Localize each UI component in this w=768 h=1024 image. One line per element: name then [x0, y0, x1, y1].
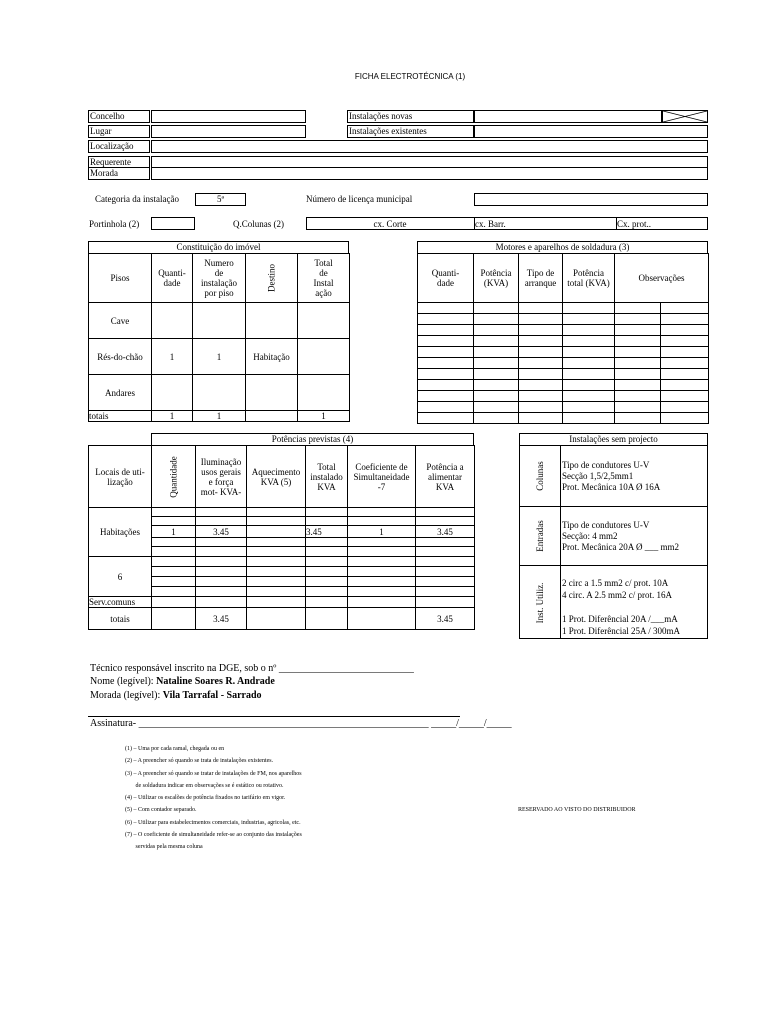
motores-tipo-header: Tipo de arranque: [519, 254, 563, 303]
instalacoes-existentes-input[interactable]: [474, 125, 708, 138]
potencias-title: Potências previstas (4): [271, 434, 354, 444]
inst-utiliz-label: Inst. Utiliz.: [535, 582, 545, 624]
habitacoes-row: 1 3.45 3.45 1 3.45: [89, 526, 475, 538]
categoria-value: 5ª: [217, 194, 224, 204]
potencia-alimentar-header: Potência a alimentar KVA: [416, 446, 475, 508]
motores-observacoes-header: Observações: [615, 254, 709, 303]
morada-label: Morada: [90, 168, 118, 178]
nome-value[interactable]: Nataline Soares R. Andrade: [156, 676, 275, 687]
nome-line: [90, 677, 275, 687]
pisos-header: Pisos: [89, 254, 152, 303]
nome-label: Nome (legível):: [90, 676, 157, 687]
table-row: Andares: [89, 375, 350, 411]
categoria-label: Categoria da instalação: [95, 194, 179, 204]
instalacoes-novas-checkbox[interactable]: [662, 110, 708, 123]
motores-title: Motores e aparelhos de soldadura (3): [495, 242, 630, 252]
morada-tecnico-label: Morada (legível):: [90, 690, 163, 701]
inst-utiliz-line-5: 1 Prot. Diferêncial 25A / 300mA: [562, 626, 680, 636]
requerente-label: Requerente: [90, 157, 131, 167]
footnote-3b: de soldadura indicar em observações se é estático ou rotativo.: [125, 783, 284, 789]
entradas-line-3: Prot. Mecânica 20A Ø ___ mm2: [562, 542, 679, 552]
instalacoes-novas-field[interactable]: [347, 110, 474, 123]
licenca-label: Número de licença municipal: [306, 194, 413, 204]
iluminacao-header: Iluminação usos gerais e força mot- KVA-: [196, 446, 247, 508]
quantidade-vertical-header: Quantidade: [152, 446, 196, 508]
morada-tecnico-line: [90, 691, 262, 701]
constituicao-grid: [88, 253, 350, 422]
cx-barr-label: cx. Barr.: [475, 219, 506, 229]
coeficiente-header: Coeficiente de Simultaneidade -7: [348, 446, 416, 508]
constituicao-title: Constituição do imóvel: [176, 242, 261, 252]
inst-utiliz-line-1: 2 circ a 1.5 mm2 c/ prot. 10A: [562, 578, 669, 588]
potencias-grid: Locais de uti- lização Quantidade Iluminação usos gerais e força mot- KVA- Aquecimento KVA (5) Total instalado KVA Coeficiente de Simultaneidade -7 Potência a alimentar KVA Habitações 1 3.45 3.45 1 3.45 6 Serv.comuns totais 3.45 3.45: [88, 445, 475, 630]
footnote-4: (4) – Utilizar os escalões de potência fixados no tarifário em vigor.: [125, 795, 286, 801]
concelho-input[interactable]: [151, 110, 306, 123]
lugar-field[interactable]: [88, 125, 150, 138]
colunas-line-2: Secção 1,5/2,5mm1: [562, 471, 634, 481]
reservado-label: RESERVADO AO VISTO DO DISTRIBUIDOR: [518, 807, 636, 813]
cross-mark-icon: [663, 111, 707, 122]
assinatura-line[interactable]: Assinatura- __________________________________________________________ _____/_____/_____: [90, 718, 512, 729]
localizacao-input[interactable]: [151, 140, 708, 153]
numero-header: Numero de instalação por piso: [193, 254, 246, 303]
footnote-5: (5) – Com contador separado.: [125, 807, 197, 813]
footnote-6: (6) – Utilizar para estabelecimentos comerciais, industrias, agricolas, etc.: [125, 820, 301, 826]
localizacao-label: Localização: [90, 141, 134, 151]
total-header: Total de Instal ação: [298, 254, 350, 303]
sem-projecto-title: Instalações sem projecto: [569, 434, 658, 444]
entradas-line-1: Tipo de condutores U-V: [562, 520, 650, 530]
footnote-7b: servidas pela mesma coluna: [125, 844, 203, 850]
motores-grid: [417, 253, 709, 424]
tecnico-line: Técnico responsável inscrito na DGE, sob o nº ___________________________: [90, 663, 414, 674]
motores-potencia-total-header: Potência total (KVA): [563, 254, 615, 303]
colunas-label: Colunas: [535, 461, 545, 491]
morada-input[interactable]: [151, 167, 708, 180]
colunas-line-1: Tipo de condutores U-V: [562, 460, 650, 470]
form-title: FICHA ELECTROTÉCNICA (1): [354, 72, 466, 81]
cx-corte-label: cx. Corte: [373, 219, 407, 229]
morada-tecnico-value[interactable]: Vila Tarrafal - Sarrado: [162, 690, 262, 701]
colunas-line-3: Prot. Mecânica 10A Ø 16A: [562, 482, 661, 492]
licenca-field[interactable]: [474, 193, 708, 206]
q-colunas-label: Q.Colunas (2): [233, 219, 284, 229]
aquecimento-header: Aquecimento KVA (5): [247, 446, 306, 508]
concelho-label: Concelho: [90, 111, 125, 121]
cx-prot-label: Cx. prot..: [617, 219, 652, 229]
potencias-totals-row: totais 3.45 3.45: [89, 608, 475, 630]
table-row: Cave: [89, 303, 350, 339]
inst-utiliz-line-2: 4 circ. A 2.5 mm2 c/ prot. 16A: [562, 590, 672, 600]
portinhola-label: Portinhola (2): [89, 219, 140, 229]
footnote-3: (3) – A preencher só quando se tratar de instalações de FM, nos aparelhos: [125, 771, 302, 777]
quantidade-header: Quanti- dade: [152, 254, 193, 303]
motores-potencia-header: Potência (KVA): [474, 254, 519, 303]
morada-field[interactable]: [88, 167, 150, 180]
portinhola-field[interactable]: [151, 217, 195, 230]
instalacoes-novas-input[interactable]: [474, 110, 662, 123]
motores-quantidade-header: Quanti- dade: [418, 254, 474, 303]
lugar-label: Lugar: [90, 126, 112, 136]
locais-header: Locais de uti- lização: [89, 446, 152, 508]
inst-utiliz-line-4: 1 Prot. Diferêncial 20A /___mA: [562, 614, 678, 624]
separator-line: [88, 716, 460, 717]
instalacoes-existentes-label: Instalações existentes: [349, 126, 427, 136]
instalacoes-novas-label: Instalações novas: [349, 111, 413, 121]
footnote-7: (7) – O coeficiente de simultaneidade refer-se ao conjunto das instalações: [125, 832, 302, 838]
totals-row: totais 1 1 1: [89, 411, 350, 422]
entradas-line-2: Secção: 4 mm2: [562, 531, 618, 541]
destino-header: Destino: [246, 254, 298, 303]
table-row: Rés-do-chão 1 1 Habitação: [89, 339, 350, 375]
footnote-2: (2) – A preencher só quando se trata de instalações existentes.: [125, 758, 274, 764]
entradas-label: Entradas: [535, 520, 545, 552]
localizacao-field[interactable]: [88, 140, 150, 153]
concelho-field[interactable]: [88, 110, 150, 123]
lugar-input[interactable]: [151, 125, 306, 138]
footnote-1: (1) – Uma por cada ramal, chegada ou en: [125, 746, 225, 752]
total-instalado-header: Total instalado KVA: [306, 446, 348, 508]
instalacoes-existentes-field[interactable]: [347, 125, 474, 138]
